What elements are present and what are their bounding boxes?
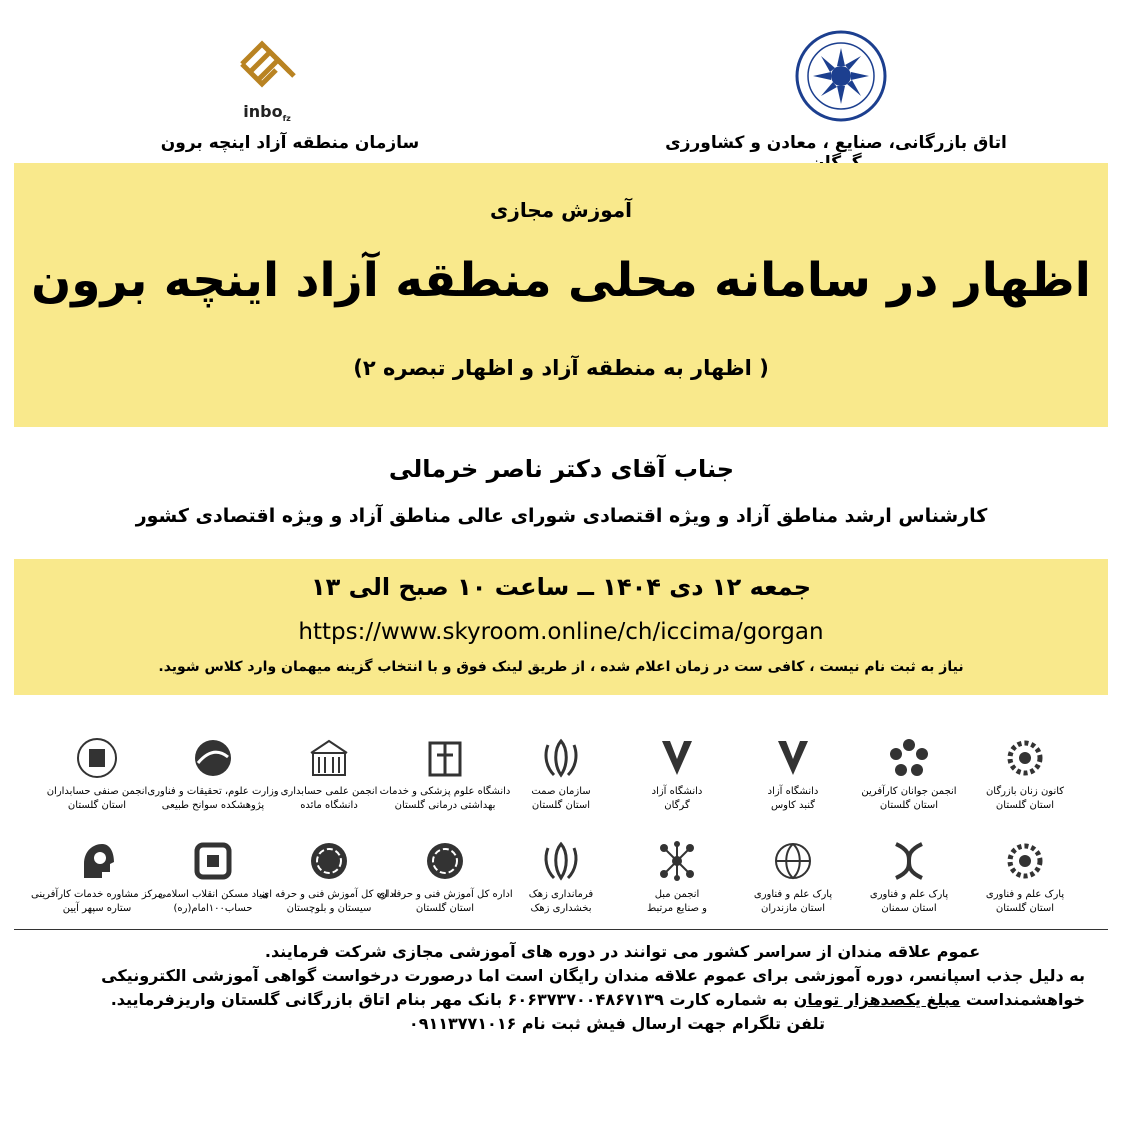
- sponsor-label: اداره کل آموزش فنی و حرفه ای استان گلستان: [377, 889, 513, 914]
- inbo-wordmark-sub: fz: [282, 114, 291, 124]
- chamber-of-commerce-logo: [795, 30, 887, 122]
- inbo-logo: [232, 34, 302, 124]
- globe-logo-icon: [770, 838, 816, 884]
- housing-foundation-logo-icon: [190, 838, 236, 884]
- sponsor-label: وزارت علوم، تحقیقات و فناوری پژوهشکده سوانح طبیعی: [147, 786, 279, 811]
- event-datetime: جمعه ۱۲ دی ۱۴۰۴ ــ ساعت ۱۰ صبح الی ۱۳: [310, 573, 812, 601]
- sponsor-label: مرکز مشاوره خدمات کارآفرینی ستاره سپهر آیین: [30, 889, 163, 914]
- gear-logo-icon: [1002, 735, 1048, 781]
- title-banner: [14, 163, 1108, 427]
- footer-line-4: تلفن تلگرام جهت ارسال فیش ثبت نام ۰۹۱۱۳۷۷۱۰۱۶: [408, 1014, 825, 1033]
- tvto-logo-icon: [306, 838, 352, 884]
- sponsor-label: پارک علم و فناوری استان گلستان: [985, 889, 1065, 914]
- network-logo-icon: [654, 838, 700, 884]
- sponsor-label: انجمن صنفی حسابداران استان گلستان: [46, 786, 148, 811]
- dna-logo-icon: [886, 838, 932, 884]
- inbo-free-zone-icon: [232, 34, 302, 96]
- footer-amount: مبلغ یکصدهزار تومان: [793, 990, 961, 1009]
- chamber-name: اتاق بازرگانی، صنایع ، معادن و کشاورزی: [665, 133, 1007, 153]
- azad-university-logo-icon: [770, 735, 816, 781]
- iran-emblem-icon: [538, 838, 584, 884]
- class-link[interactable]: https://www.skyroom.online/ch/iccima/gorgan: [298, 619, 824, 645]
- sponsor-label: فرمانداری زهک بخشداری زهک: [528, 889, 594, 914]
- sponsor-round-seal-logo: [22, 735, 172, 813]
- sponsor-label: دانشگاه علوم پزشکی و خدمات بهداشتی درمانی گلستان: [379, 786, 511, 811]
- speaker-role: کارشناس ارشد مناطق آزاد و ویژه اقتصادی شورای عالی مناطق آزاد و ویژه اقتصادی کشور: [135, 505, 988, 527]
- schedule-banner: [14, 559, 1108, 695]
- sponsor-label: پارک علم و فناوری استان سمنان: [869, 889, 949, 914]
- footer-line-2: به دلیل جذب اسپانسر، دوره آموزشی برای عموم علاقه مندان رایگان است اما درصورت درخواست گواهی آموزشی الکترونیکی: [101, 966, 1085, 985]
- virtual-training-label: آموزش مجازی: [489, 198, 632, 222]
- azad-university-logo-icon: [654, 735, 700, 781]
- chamber-seal-icon: [795, 30, 887, 122]
- footer-line-3: [40, 988, 1085, 1012]
- footer-info: [40, 940, 1085, 1036]
- iran-emblem-icon: [538, 735, 584, 781]
- tvto-logo-icon: [422, 838, 468, 884]
- free-zone-org-name: سازمان منطقه آزاد اینچه برون: [160, 133, 420, 153]
- sponsor-label: پارک علم و فناوری استان مازندران: [753, 889, 833, 914]
- sponsor-label: سازمان صمت استان گلستان: [531, 786, 591, 811]
- footer-line-3-end: به شماره کارت ۶۰۶۳۷۳۷۰۰۴۸۶۷۱۳۹ بانک مهر بنام اتاق بازرگانی گلستان واریزفرمایید.: [110, 990, 794, 1009]
- gear-logo-icon: [1002, 838, 1048, 884]
- sponsor-label: دانشگاه آزاد گرگان: [651, 786, 703, 811]
- round-seal-logo-icon: [74, 735, 120, 781]
- sponsor-label: انجمن مبل و صنایع مرتبط: [646, 889, 707, 914]
- speaker-name: جناب آقای دکتر ناصر خرمالی: [388, 455, 735, 483]
- head-gear-logo-icon: [74, 838, 120, 884]
- registration-note: نیاز به ثبت نام نیست ، کافی ست در زمان اعلام شده ، از طریق لینک فوق و با انتخاب گزینه میهمان وارد کلاس شوید.: [158, 659, 964, 675]
- medical-university-logo-icon: [422, 735, 468, 781]
- footer-line-3-start: خواهشمنداست: [960, 990, 1085, 1009]
- sponsor-label: کانون زنان بازرگان استان گلستان: [985, 786, 1065, 811]
- footer-line-1: عموم علاقه مندان از سراسر کشور می توانند در دوره های آموزشی مجازی شرکت فرمایند.: [264, 942, 981, 961]
- sponsor-label: دانشگاه آزاد گنبد کاوس: [767, 786, 819, 811]
- page-title: اظهار در سامانه محلی منطقه آزاد اینچه برون: [31, 253, 1091, 308]
- sponsor-label: انجمن علمی حسابداری دانشگاه مائده: [280, 786, 378, 811]
- sponsor-head-gear-logo: [22, 838, 172, 916]
- flower-logo-icon: [886, 735, 932, 781]
- sponsor-label: انجمن جوانان کارآفرین استان گلستان: [861, 786, 957, 811]
- research-institute-logo-icon: [190, 735, 236, 781]
- sponsor-label: بنیاد مسکن انقلاب اسلامی حساب۱۰۰امام(ره): [157, 889, 269, 914]
- sponsor-label: اداره کل آموزش فنی و حرفه ای سیستان و بلوچستان: [261, 889, 397, 914]
- page-subtitle: ( اظهار به منطقه آزاد و اظهار تبصره ۲): [353, 356, 769, 380]
- building-logo-icon: [306, 735, 352, 781]
- inbo-wordmark: inbo: [243, 102, 283, 121]
- divider: [14, 929, 1108, 930]
